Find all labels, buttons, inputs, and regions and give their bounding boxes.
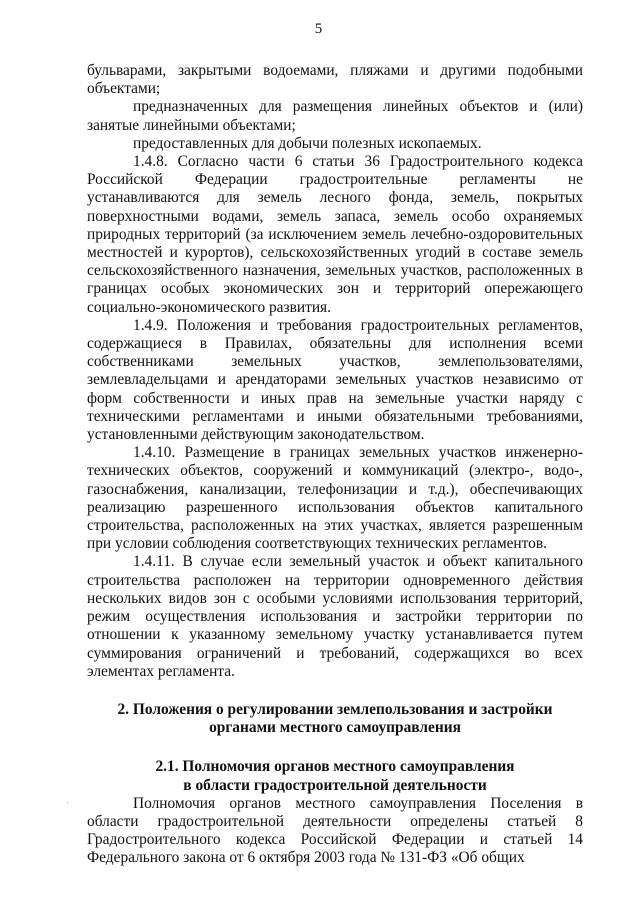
paragraph-linear-objects: предназначенных для размещения линейных объектов и (или) занятые линейными объектами; <box>87 98 583 134</box>
section-2-1-heading <box>87 758 583 794</box>
margin-mark <box>67 802 68 803</box>
clause-1-4-10: 1.4.10. Размещение в границах земельных участков инженерно-технических объектов, сооружений и коммуникаций (электро-, водо-, газоснабжения, канализации, телефонизации и т.д.), обеспечивающих реализацию разрешенного использования объектов капитального строительства, расположенных на этих участках, является разрешенным при условии соблюдения соответствующих технических регламентов. <box>87 444 583 553</box>
paragraph-mining: предоставленных для добычи полезных ископаемых. <box>133 134 482 152</box>
section-2-1-heading-line2: в области градостроительной деятельности <box>183 776 487 794</box>
section-2-heading-line1: 2. Положения о регулировании землепользования и застройки <box>117 700 553 718</box>
page-number: 5 <box>314 21 323 37</box>
paragraph-powers: Полномочия органов местного самоуправления Поселения в области градостроительной деятельности определены статьей 8 Градостроительного кодекса Российской Федерации и статьей 14 Федерального закона от 6 октября 2003 года № 131-ФЗ «Об общих <box>87 794 583 867</box>
paragraph-continuation: бульварами, закрытыми водоемами, пляжами и другими подобными объектами; <box>87 62 583 98</box>
clause-1-4-8: 1.4.8. Согласно части 6 статьи 36 Градостроительного кодекса Российской Федерации градостроительные регламенты не устанавливаются для земель лесного фонда, земель, покрытых поверхностными водами, земель запаса, земель особо охраняемых природных территорий (за исключением земель лечебно-оздоровительных местностей и курортов), сельскохозяйственных угодий в составе земель сельскохозяйственного назначения, земельных участков, расположенных в границах особых экономических зон и территорий опережающего социально-экономического развития. <box>87 153 583 316</box>
clause-1-4-9: 1.4.9. Положения и требования градостроительных регламентов, содержащиеся в Правилах, обязательны для исполнения всеми собственниками земельных участков, землепользователями, землевладельцами и арендаторами земельных участков независимо от форм собственности и иных прав на земельные участки наряду с техническими регламентами и иными обязательными требованиями, установленными действующим законодательством. <box>87 316 583 444</box>
section-2-heading <box>87 701 583 737</box>
section-2-heading-line2: органами местного самоуправления <box>209 719 461 737</box>
clause-1-4-11: 1.4.11. В случае если земельный участок и объект капитального строительства расположен на территории одновременного действия нескольких видов зон с особыми условиями использования территорий, режим осуществления использования и застройки территории по отношении к указанному земельному участку устанавливается путем суммирования ограничений и требований, содержащихся во всех элементах регламента. <box>87 553 583 680</box>
section-2-1-heading-line1: 2.1. Полномочия органов местного самоуправления <box>155 758 515 776</box>
document-body <box>87 62 583 868</box>
